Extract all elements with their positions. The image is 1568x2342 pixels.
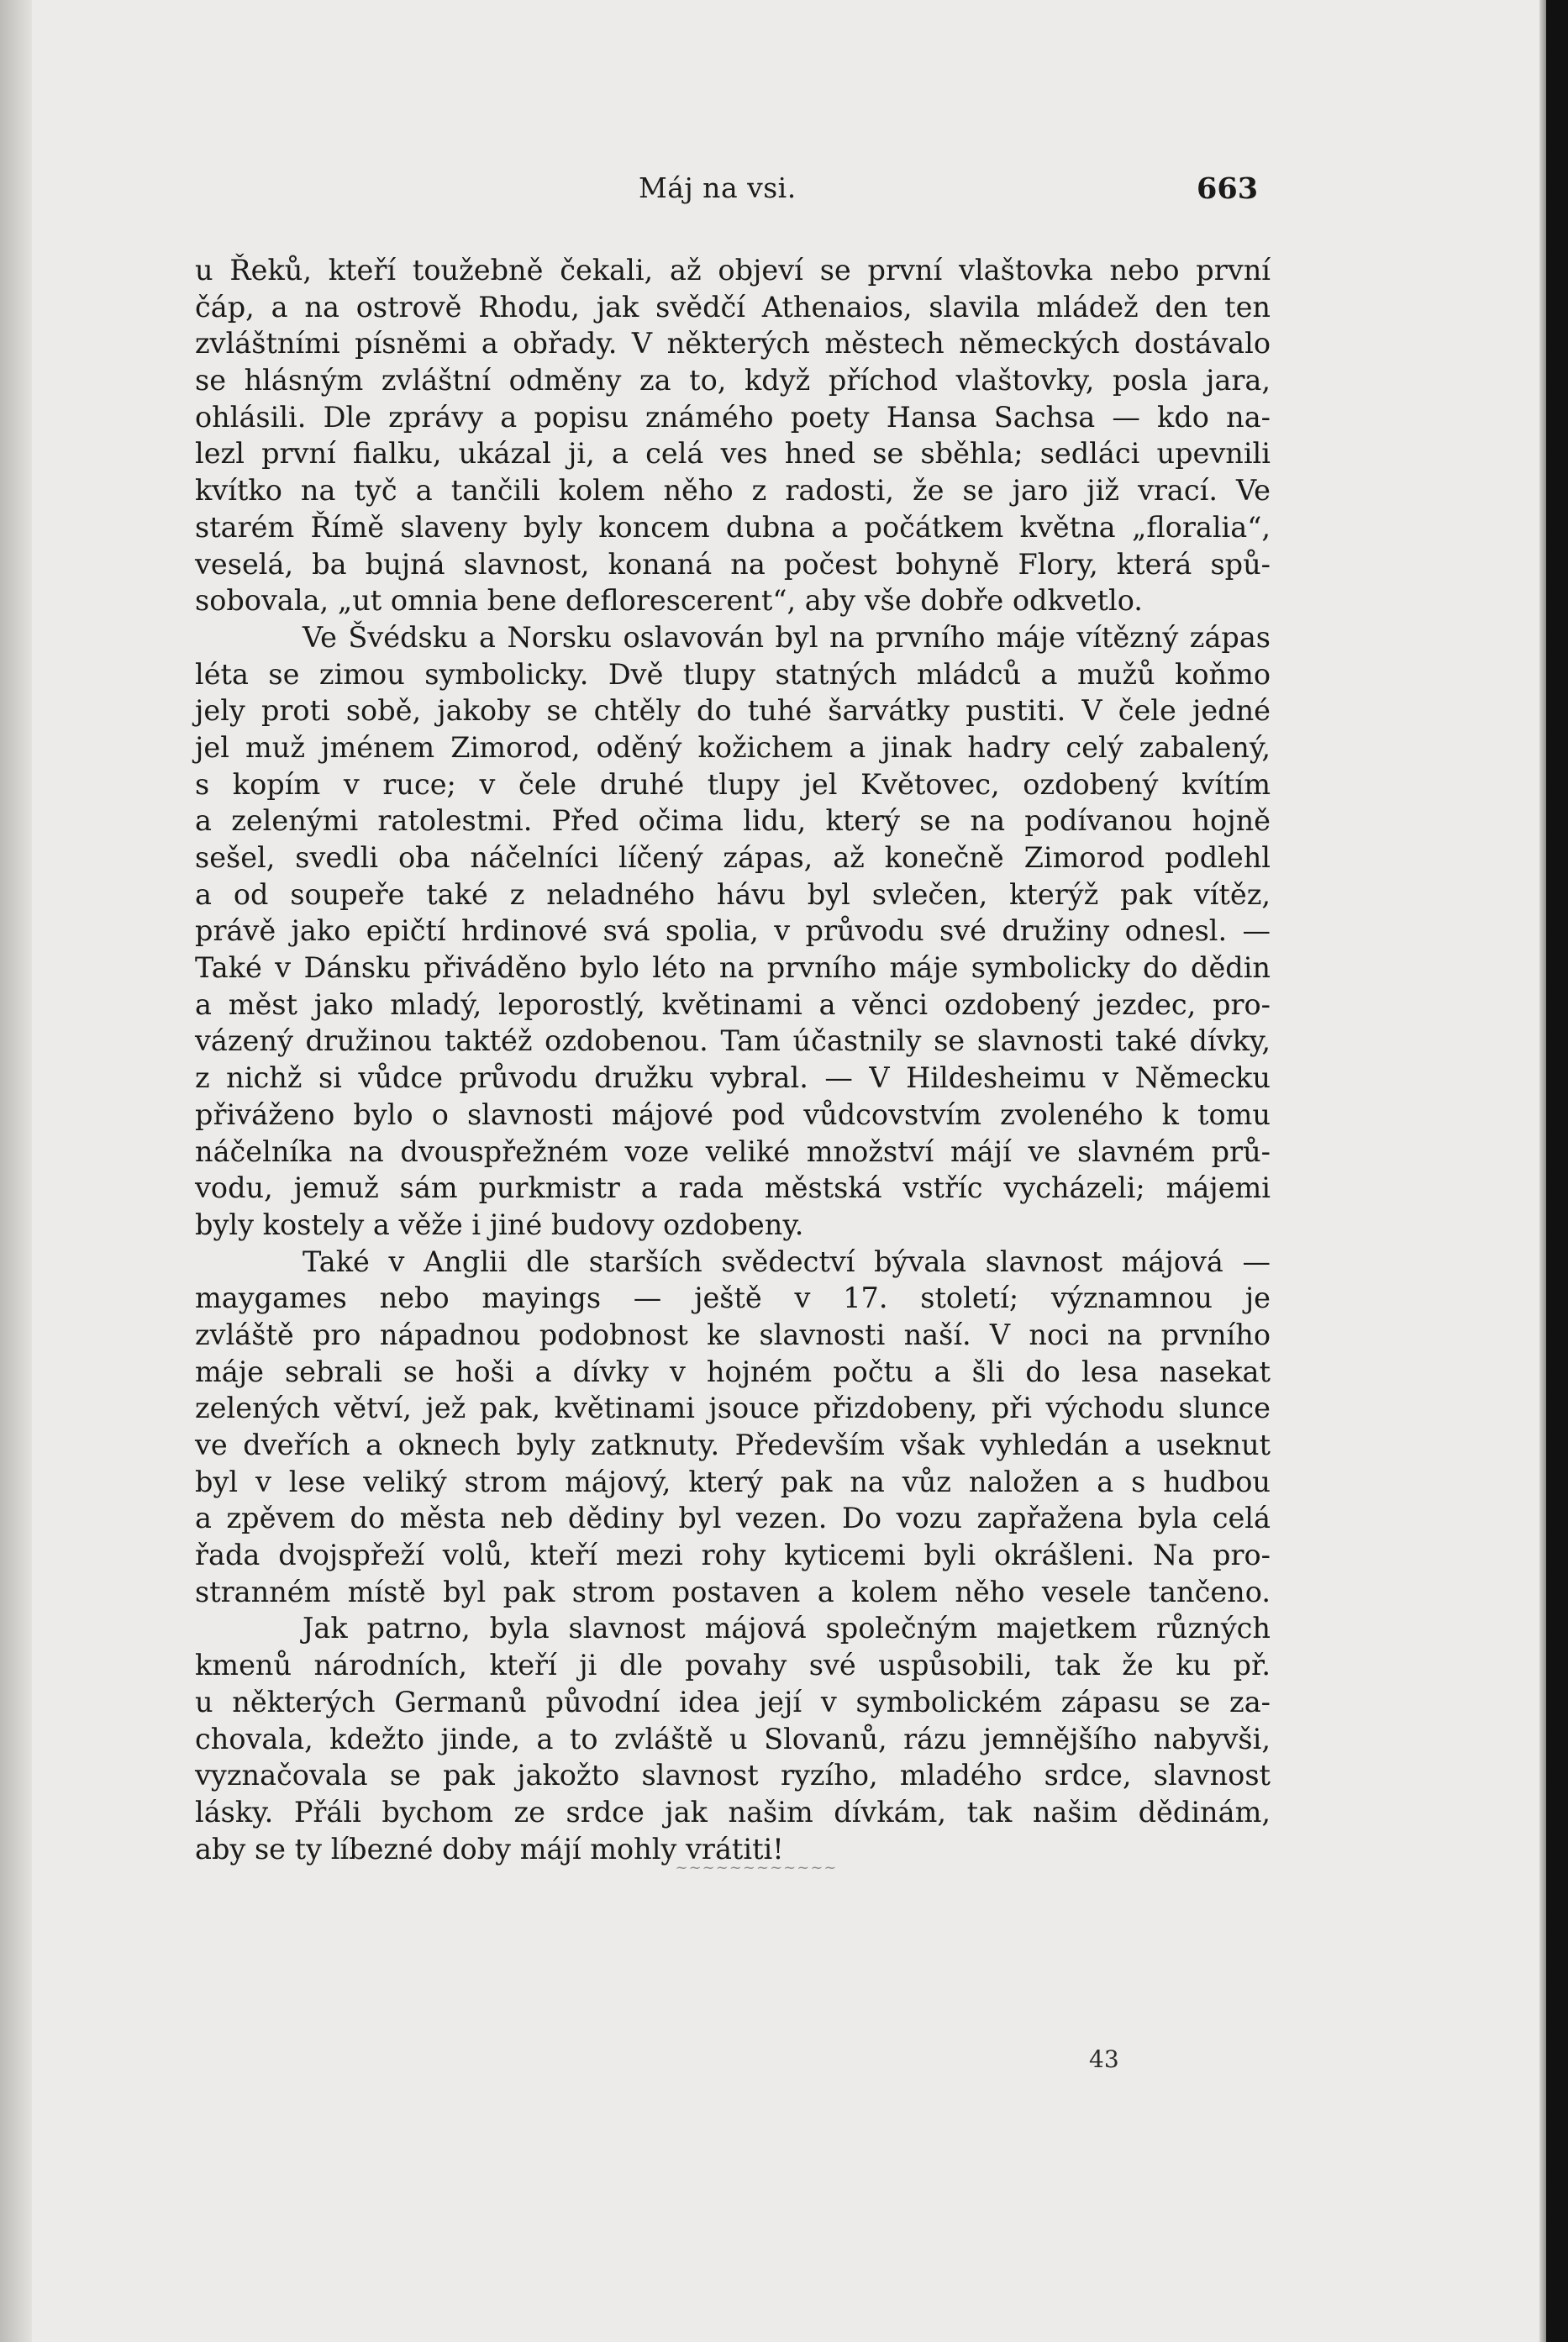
text-line: zvláštními písněmi a obřady. V některých městech německých dostávalo xyxy=(195,327,1271,361)
text-line: se hlásným zvláštní odměny za to, když příchod vlaštovky, posla jara, xyxy=(195,364,1271,397)
text-line: maygames nebo mayings — ještě v 17. století; významnou je xyxy=(195,1282,1271,1315)
page-edge-shading xyxy=(1539,0,1546,2342)
text-line: u Řeků, kteří toužebně čekali, až objeví se první vlaštovka nebo první xyxy=(195,254,1271,287)
text-line: starém Římě slaveny byly koncem dubna a počátkem května „floralia“, xyxy=(195,510,1271,544)
text-line: právě jako epičtí hrdinové svá spolia, v průvodu své družiny odnesl. — xyxy=(195,914,1271,948)
running-head xyxy=(0,171,1568,210)
paragraph-start: Jak patrno, byla slavnost májová společným majetkem různých xyxy=(303,1612,1271,1645)
end-ornament: ~~~~~~~~~~~~ xyxy=(675,1859,838,1876)
text-line: a měst jako mladý, leporostlý, květinami a věnci ozdobený jezdec, pro- xyxy=(195,987,1271,1021)
text-line: ohlásili. Dle zprávy a popisu známého poety Hansa Sachsa — kdo na- xyxy=(195,400,1271,434)
text-line: přiváženo bylo o slavnosti májové pod vůdcovstvím zvoleného k tomu xyxy=(195,1097,1271,1131)
text-line: zelených větví, jež pak, květinami jsouce přizdobeny, při východu slunce xyxy=(195,1392,1271,1425)
text-line: kvítko na tyč a tančili kolem něho z radosti, že se jaro již vrací. Ve xyxy=(195,474,1271,508)
text-line: chovala, kdežto jinde, a to zvláště u Slovanů, rázu jemnějšího nabyvši, xyxy=(195,1722,1271,1755)
text-line: lásky. Přáli bychom ze srdce jak našim dívkám, tak našim dědinám, xyxy=(195,1795,1271,1829)
text-line: byl v lese veliký strom májový, který pak na vůz naložen a s hudbou xyxy=(195,1465,1271,1498)
text-line: stranném místě byl pak strom postaven a kolem něho vesele tančeno. xyxy=(195,1575,1271,1608)
text-line: z nichž si vůdce průvodu družku vybral. — V Hildesheimu v Německu xyxy=(195,1061,1271,1095)
text-line: vodu, jemuž sám purkmistr a rada městská vstříc vycházeli; májemi xyxy=(195,1171,1271,1205)
text-line: lezl první fialku, ukázal ji, a celá ves hned se sběhla; sedláci upevnili xyxy=(195,437,1271,471)
text-line: máje sebrali se hoši a dívky v hojném počtu a šli do lesa nasekat xyxy=(195,1355,1271,1388)
text-line: a zpěvem do města neb dědiny byl vezen. Do vozu zapřažena byla celá xyxy=(195,1502,1271,1535)
binding-shadow xyxy=(0,0,32,2342)
text-line: náčelníka na dvouspřežném voze veliké množství májí ve slavném prů- xyxy=(195,1134,1271,1168)
text-line: vyznačovala se pak jakožto slavnost ryzího, mladého srdce, slavnost xyxy=(195,1759,1271,1792)
text-line: čáp, a na ostrově Rhodu, jak svědčí Athenaios, slavila mládež den ten xyxy=(195,290,1271,324)
text-line: sešel, svedli oba náčelníci líčený zápas, až konečně Zimorod podlehl xyxy=(195,841,1271,874)
text-line: veselá, ba bujná slavnost, konaná na počest bohyně Flory, která spů- xyxy=(195,547,1271,581)
text-line: ve dveřích a oknech byly zatknuty. Především však vyhledán a useknut xyxy=(195,1429,1271,1461)
text-line: u některých Germanů původní idea její v symbolickém zápasu se za- xyxy=(195,1685,1271,1718)
text-line: byly kostely a věže i jiné budovy ozdobeny. xyxy=(195,1208,804,1241)
text-line: zvláště pro nápadnou podobnost ke slavnosti naší. V noci na prvního xyxy=(195,1318,1271,1351)
body-text xyxy=(195,252,1271,1867)
text-line: jely proti sobě, jakoby se chtěly do tuhé šarvátky pustiti. V čele jedné xyxy=(195,694,1271,728)
page-number: 663 xyxy=(1197,171,1259,206)
text-line: vázený družinou taktéž ozdobenou. Tam účastnily se slavnosti také dívky, xyxy=(195,1024,1271,1058)
text-line: kmenů národních, kteří ji dle povahy své uspůsobili, tak že ku př. xyxy=(195,1649,1271,1682)
text-line: s kopím v ruce; v čele druhé tlupy jel Květovec, ozdobený kvítím xyxy=(195,767,1271,801)
text-line: jel muž jménem Zimorod, oděný kožichem a jinak hadry celý zabalený, xyxy=(195,730,1271,764)
paragraph-start: Také v Anglii dle starších svědectví bývala slavnost májová — xyxy=(303,1245,1271,1278)
signature-mark: 43 xyxy=(1089,2045,1119,2073)
text-line: aby se ty líbezné doby májí mohly vrátiti! xyxy=(195,1832,784,1866)
text-line: a od soupeře také z neladného hávu byl svlečen, kterýž pak vítěz, xyxy=(195,877,1271,911)
paragraph-start: Ve Švédsku a Norsku oslavován byl na prvního máje vítězný zápas xyxy=(303,620,1271,654)
text-line: Také v Dánsku přiváděno bylo léto na prvního máje symbolicky do dědin xyxy=(195,951,1271,985)
text-line: a zelenými ratolestmi. Před očima lidu, který se na podívanou hojně xyxy=(195,804,1271,838)
scan-border xyxy=(1546,0,1568,2342)
text-line: sobovala, „ut omnia bene deflorescerent“, aby vše dobře odkvetlo. xyxy=(195,584,1143,618)
text-line: léta se zimou symbolicky. Dvě tlupy statných mládců a mužů koňmo xyxy=(195,657,1271,691)
text-line: řada dvojspřeží volů, kteří mezi rohy kyticemi byli okrášleni. Na pro- xyxy=(195,1539,1271,1572)
running-title: Máj na vsi. xyxy=(639,171,797,204)
